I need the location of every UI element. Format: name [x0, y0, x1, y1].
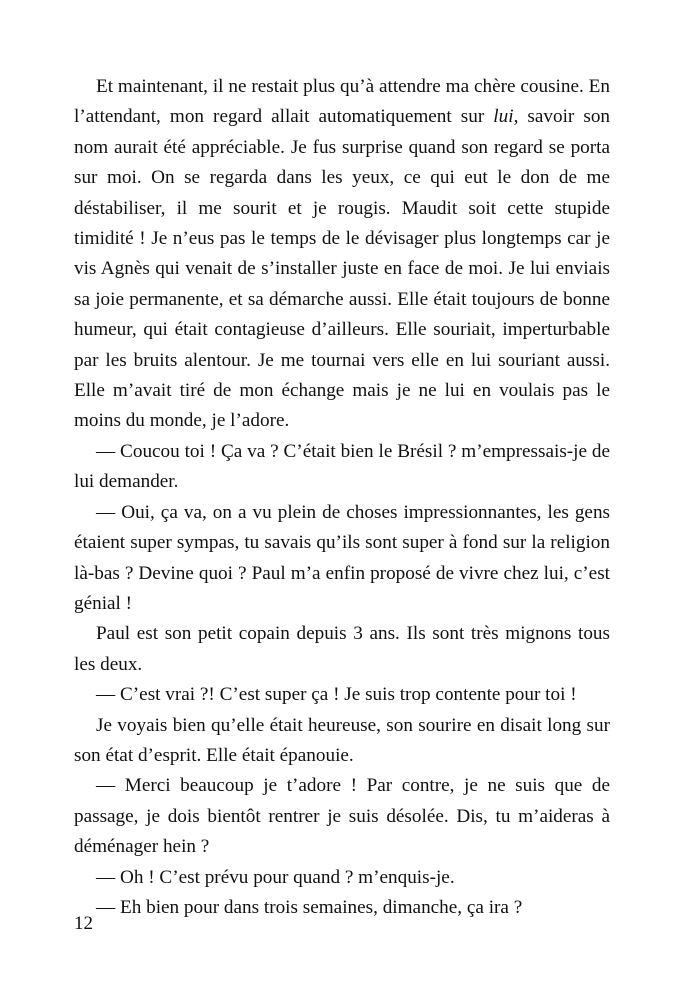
paragraph-text: — Merci beaucoup je t’adore ! Par contre, je ne suis que de passage, je dois bientôt rentrer je suis désolée. Dis, tu m’aideras à déménager hein ?	[74, 775, 610, 858]
paragraph-text: Paul est son petit copain depuis 3 ans. Ils sont très mignons tous les deux.	[74, 623, 610, 675]
paragraph	[74, 711, 610, 772]
paragraph-text: — Oui, ça va, on a vu plein de choses impressionnantes, les gens étaient super sympas, tu savais qu’ils sont super à fond sur la religion là-bas ? Devine quoi ? Paul m’a enfin proposé de vivre chez lui, c’est génial !	[74, 501, 610, 614]
dialogue-line	[74, 863, 610, 893]
paragraph-text: — Eh bien pour dans trois semaines, dimanche, ça ira ?	[96, 896, 523, 918]
paragraph-text: — Oh ! C’est prévu pour quand ? m’enquis-je.	[96, 866, 455, 888]
dialogue-line	[74, 893, 610, 923]
dialogue-line	[74, 680, 610, 710]
emphasis-text: lui	[493, 106, 514, 128]
dialogue-line	[74, 498, 610, 620]
dialogue-line	[74, 437, 610, 498]
paragraph-text: , savoir son nom aurait été appréciable. Je fus surprise quand son regard se porta sur moi. On se regarda dans les yeux, ce qui eut le don de me déstabiliser, il me sourit et je rougis. Maudit soit cette stupide timidité ! Je n’eus pas le temps de le dévisager plus longtemps car je vis Agnès qui venait de s’installer juste en face de moi. Je lui enviais sa joie permanente, et sa démarche aussi. Elle était toujours de bonne humeur, qui était contagieuse d’ailleurs. Elle souriait, imperturbable par les bruits alentour. Je me tournai vers elle en lui souriant aussi. Elle m’avait tiré de mon échange mais je ne lui en voulais pas le moins du monde, je l’adore.	[74, 106, 611, 432]
page-number: 12	[74, 913, 93, 934]
paragraph-text: — C’est vrai ?! C’est super ça ! Je suis trop contente pour toi !	[96, 684, 577, 706]
paragraph	[74, 72, 610, 437]
body-text	[74, 72, 610, 923]
paragraph-text: Je voyais bien qu’elle était heureuse, son sourire en disait long sur son état d’esprit. Elle était épanouie.	[74, 714, 610, 766]
paragraph	[74, 619, 610, 680]
paragraph-text: — Coucou toi ! Ça va ? C’était bien le Brésil ? m’empressais-je de lui demander.	[74, 440, 610, 493]
paragraph-text: Et maintenant, il ne restait plus qu’à attendre ma chère cousine. En l’attendant, mon regard allait automatiquement sur	[74, 76, 610, 128]
dialogue-line	[74, 771, 610, 862]
